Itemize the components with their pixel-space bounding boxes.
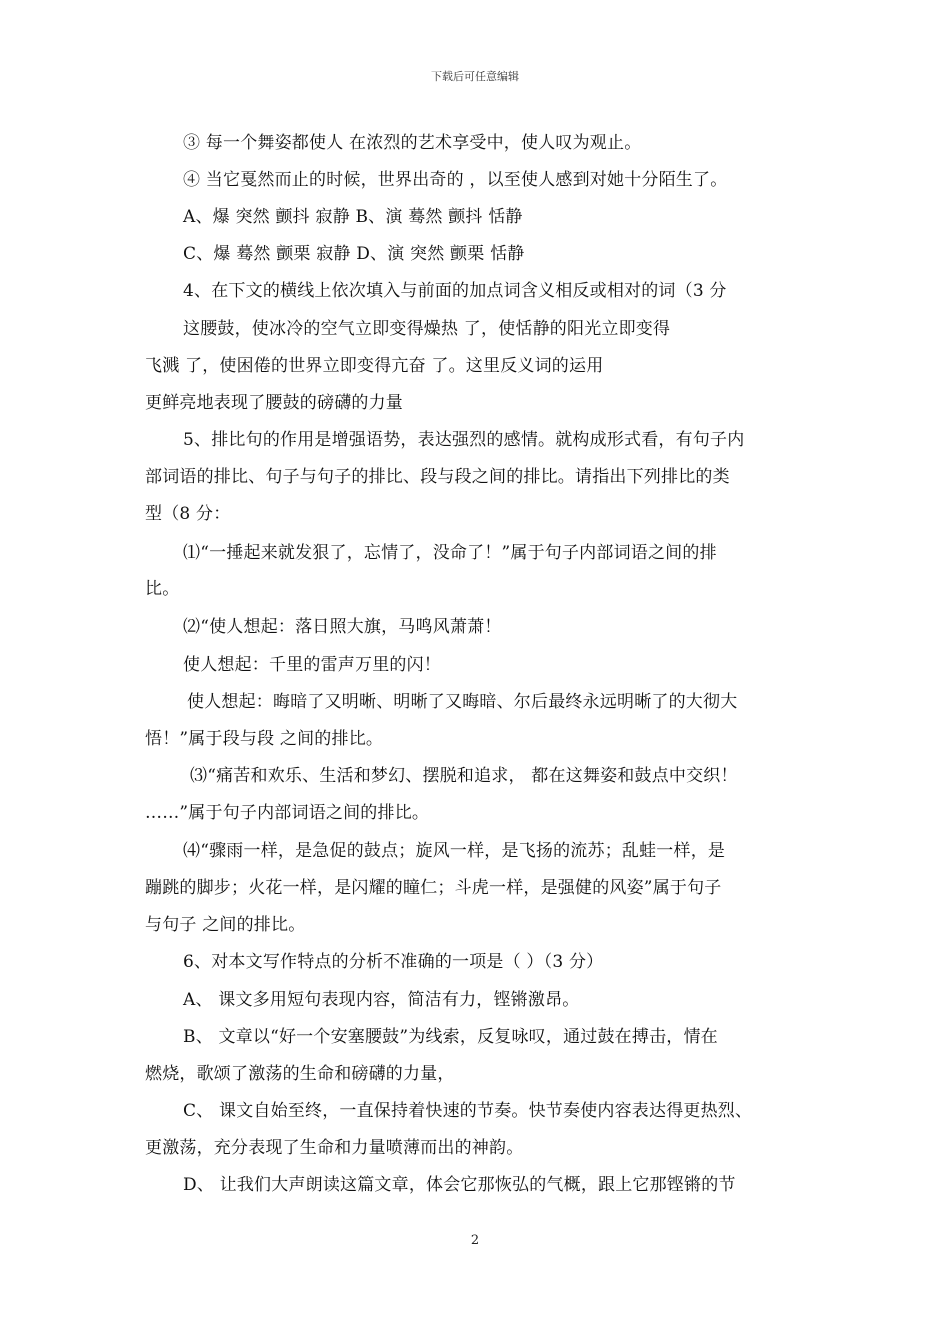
text-line: ⑵“使人想起：落日照大旗，马鸣风萧萧！ bbox=[183, 617, 502, 637]
text-line: ……”属于句子内部词语之间的排比。 bbox=[145, 803, 430, 823]
text-line: ⑶“痛苦和欢乐、生活和梦幻、摆脱和追求， 都在这舞姿和鼓点中交织！ bbox=[190, 766, 738, 786]
text-line: A、 课文多用短句表现内容，简洁有力，铿锵激昂。 bbox=[183, 990, 580, 1010]
page-header: 下载后可任意编辑 bbox=[431, 70, 519, 83]
text-line: B、 文章以“好一个安塞腰鼓”为线索，反复咏叹，通过鼓在搏击，情在 bbox=[183, 1027, 718, 1047]
text-line: C、爆 蓦然 颤栗 寂静 D、演 突然 颤栗 恬静 bbox=[183, 244, 525, 264]
text-line: 使人想起：晦暗了又明晰、明晰了又晦暗、尔后最终永远明晰了的大彻大 bbox=[187, 692, 738, 712]
page-number: 2 bbox=[470, 1233, 480, 1248]
text-line: ⑴“一捶起来就发狠了，忘情了，没命了！”属于句子内部词语之间的排 bbox=[183, 543, 717, 563]
text-line: 6、对本文写作特点的分析不准确的一项是（ ）（3 分） bbox=[183, 952, 604, 972]
text-line: 使人想起：千里的雷声万里的闪！ bbox=[183, 655, 441, 675]
text-line: C、 课文自始至终，一直保持着快速的节奏。快节奏使内容表达得更热烈、 bbox=[183, 1101, 753, 1121]
text-line: ④ 当它戛然而止的时候，世界出奇的 ，以至使人感到对她十分陌生了。 bbox=[183, 170, 728, 190]
text-line: ③ 每一个舞姿都使人 在浓烈的艺术享受中，使人叹为观止。 bbox=[183, 133, 642, 153]
text-line: 悟！”属于段与段 之间的排比。 bbox=[145, 729, 384, 749]
text-line: 比。 bbox=[145, 579, 180, 599]
text-line: 燃烧，歌颂了激荡的生命和磅礴的力量， bbox=[145, 1064, 455, 1084]
text-line: 型（8 分： bbox=[145, 504, 231, 524]
text-line: 更激荡，充分表现了生命和力量喷薄而出的神韵。 bbox=[145, 1138, 524, 1158]
text-line: 飞溅 了，使困倦的世界立即变得亢奋 了。这里反义词的运用 bbox=[145, 356, 604, 376]
text-line: 4、在下文的横线上依次填入与前面的加点词含义相反或相对的词（3 分 bbox=[183, 281, 727, 301]
text-line: 部词语的排比、句子与句子的排比、段与段之间的排比。请指出下列排比的类 bbox=[145, 467, 730, 487]
text-line: A、爆 突然 颤抖 寂静 B、演 蓦然 颤抖 恬静 bbox=[183, 207, 523, 227]
text-line: D、 让我们大声朗读这篇文章，体会它那恢弘的气概，跟上它那铿锵的节 bbox=[183, 1175, 736, 1195]
text-line: 这腰鼓，使冰冷的空气立即变得燥热 了，使恬静的阳光立即变得 bbox=[183, 319, 671, 339]
text-line: ⑷“骤雨一样，是急促的鼓点；旋风一样，是飞扬的流苏；乱蛙一样，是 bbox=[183, 841, 726, 861]
text-line: 与句子 之间的排比。 bbox=[145, 915, 306, 935]
text-line: 蹦跳的脚步；火花一样，是闪耀的瞳仁；斗虎一样，是强健的风姿”属于句子 bbox=[145, 878, 722, 898]
text-line: 更鲜亮地表现了腰鼓的磅礴的力量 bbox=[145, 393, 403, 413]
text-line: 5、排比句的作用是增强语势，表达强烈的感情。就构成形式看，有句子内 bbox=[183, 430, 745, 450]
